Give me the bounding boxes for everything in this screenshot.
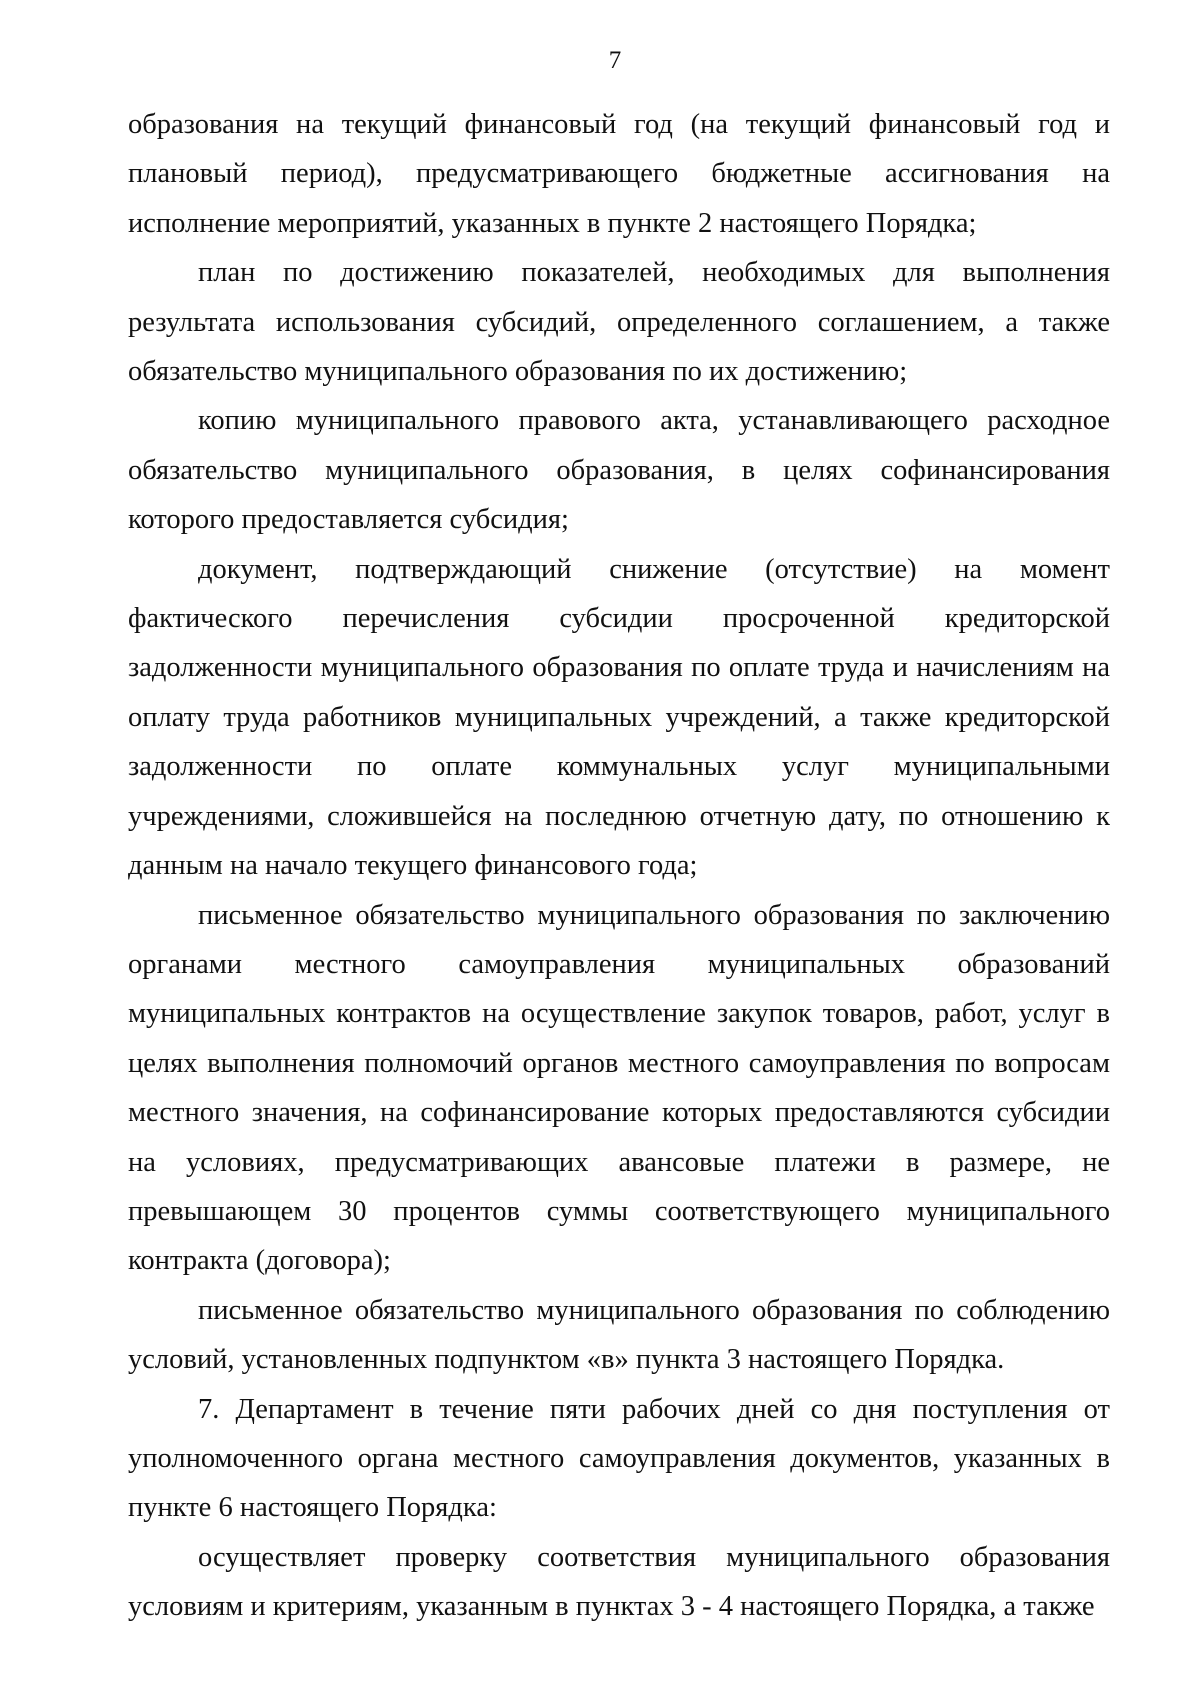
paragraph-verification: осуществляет проверку соответствия муниципального образования условиям и критериям, указанным в пунктах 3 - 4 настоящего Порядка, а также xyxy=(128,1541,1110,1623)
paragraph-legal-act-copy: копию муниципального правового акта, устанавливающего расходное обязательство муниципального образования, в целях софинансирования которого предоставляется субсидия; xyxy=(128,405,1110,536)
paragraph-conditions-obligation: письменное обязательство муниципального образования по соблюдению условий, установленных подпунктом «в» пункта 3 настоящего Порядка. xyxy=(128,1294,1110,1376)
paragraph-contracts-obligation: письменное обязательство муниципального образования по заключению органами местного самоуправления муниципальных образований муниципальных контрактов на осуществление закупок товаров, работ, услуг в целях выполнения полномочий органов местного самоуправления по вопросам местного значения, на софинансирование которых предоставляются субсидии на условиях, предусматривающих авансовые платежи в размере, не превышающем 30 процентов суммы соответствующего муниципального контракта (договора); xyxy=(128,899,1110,1277)
paragraph-achievement-plan: план по достижению показателей, необходимых для выполнения результата использования субсидий, определенного соглашением, а также обязательство муниципального образования по их достижению; xyxy=(128,257,1110,388)
document-body xyxy=(128,100,1110,1632)
paragraph-item-7: 7. Департамент в течение пяти рабочих дней со дня поступления от уполномоченного органа местного самоуправления документов, указанных в пункте 6 настоящего Порядка: xyxy=(128,1393,1110,1524)
paragraph-continuation: образования на текущий финансовый год (на текущий финансовый год и плановый период), предусматривающего бюджетные ассигнования на исполнение мероприятий, указанных в пункте 2 настоящего Порядка; xyxy=(128,109,1110,239)
paragraph-debt-document: документ, подтверждающий снижение (отсутствие) на момент фактического перечисления субсидии просроченной кредиторской задолженности муниципального образования по оплате труда и начислениям на оплату труда работников муниципальных учреждений, а также кредиторской задолженности по оплате коммунальных услуг муниципальными учреждениями, сложившейся на последнюю отчетную дату, по отношению к данным на начало текущего финансового года; xyxy=(128,553,1110,882)
page-number: 7 xyxy=(608,47,622,74)
